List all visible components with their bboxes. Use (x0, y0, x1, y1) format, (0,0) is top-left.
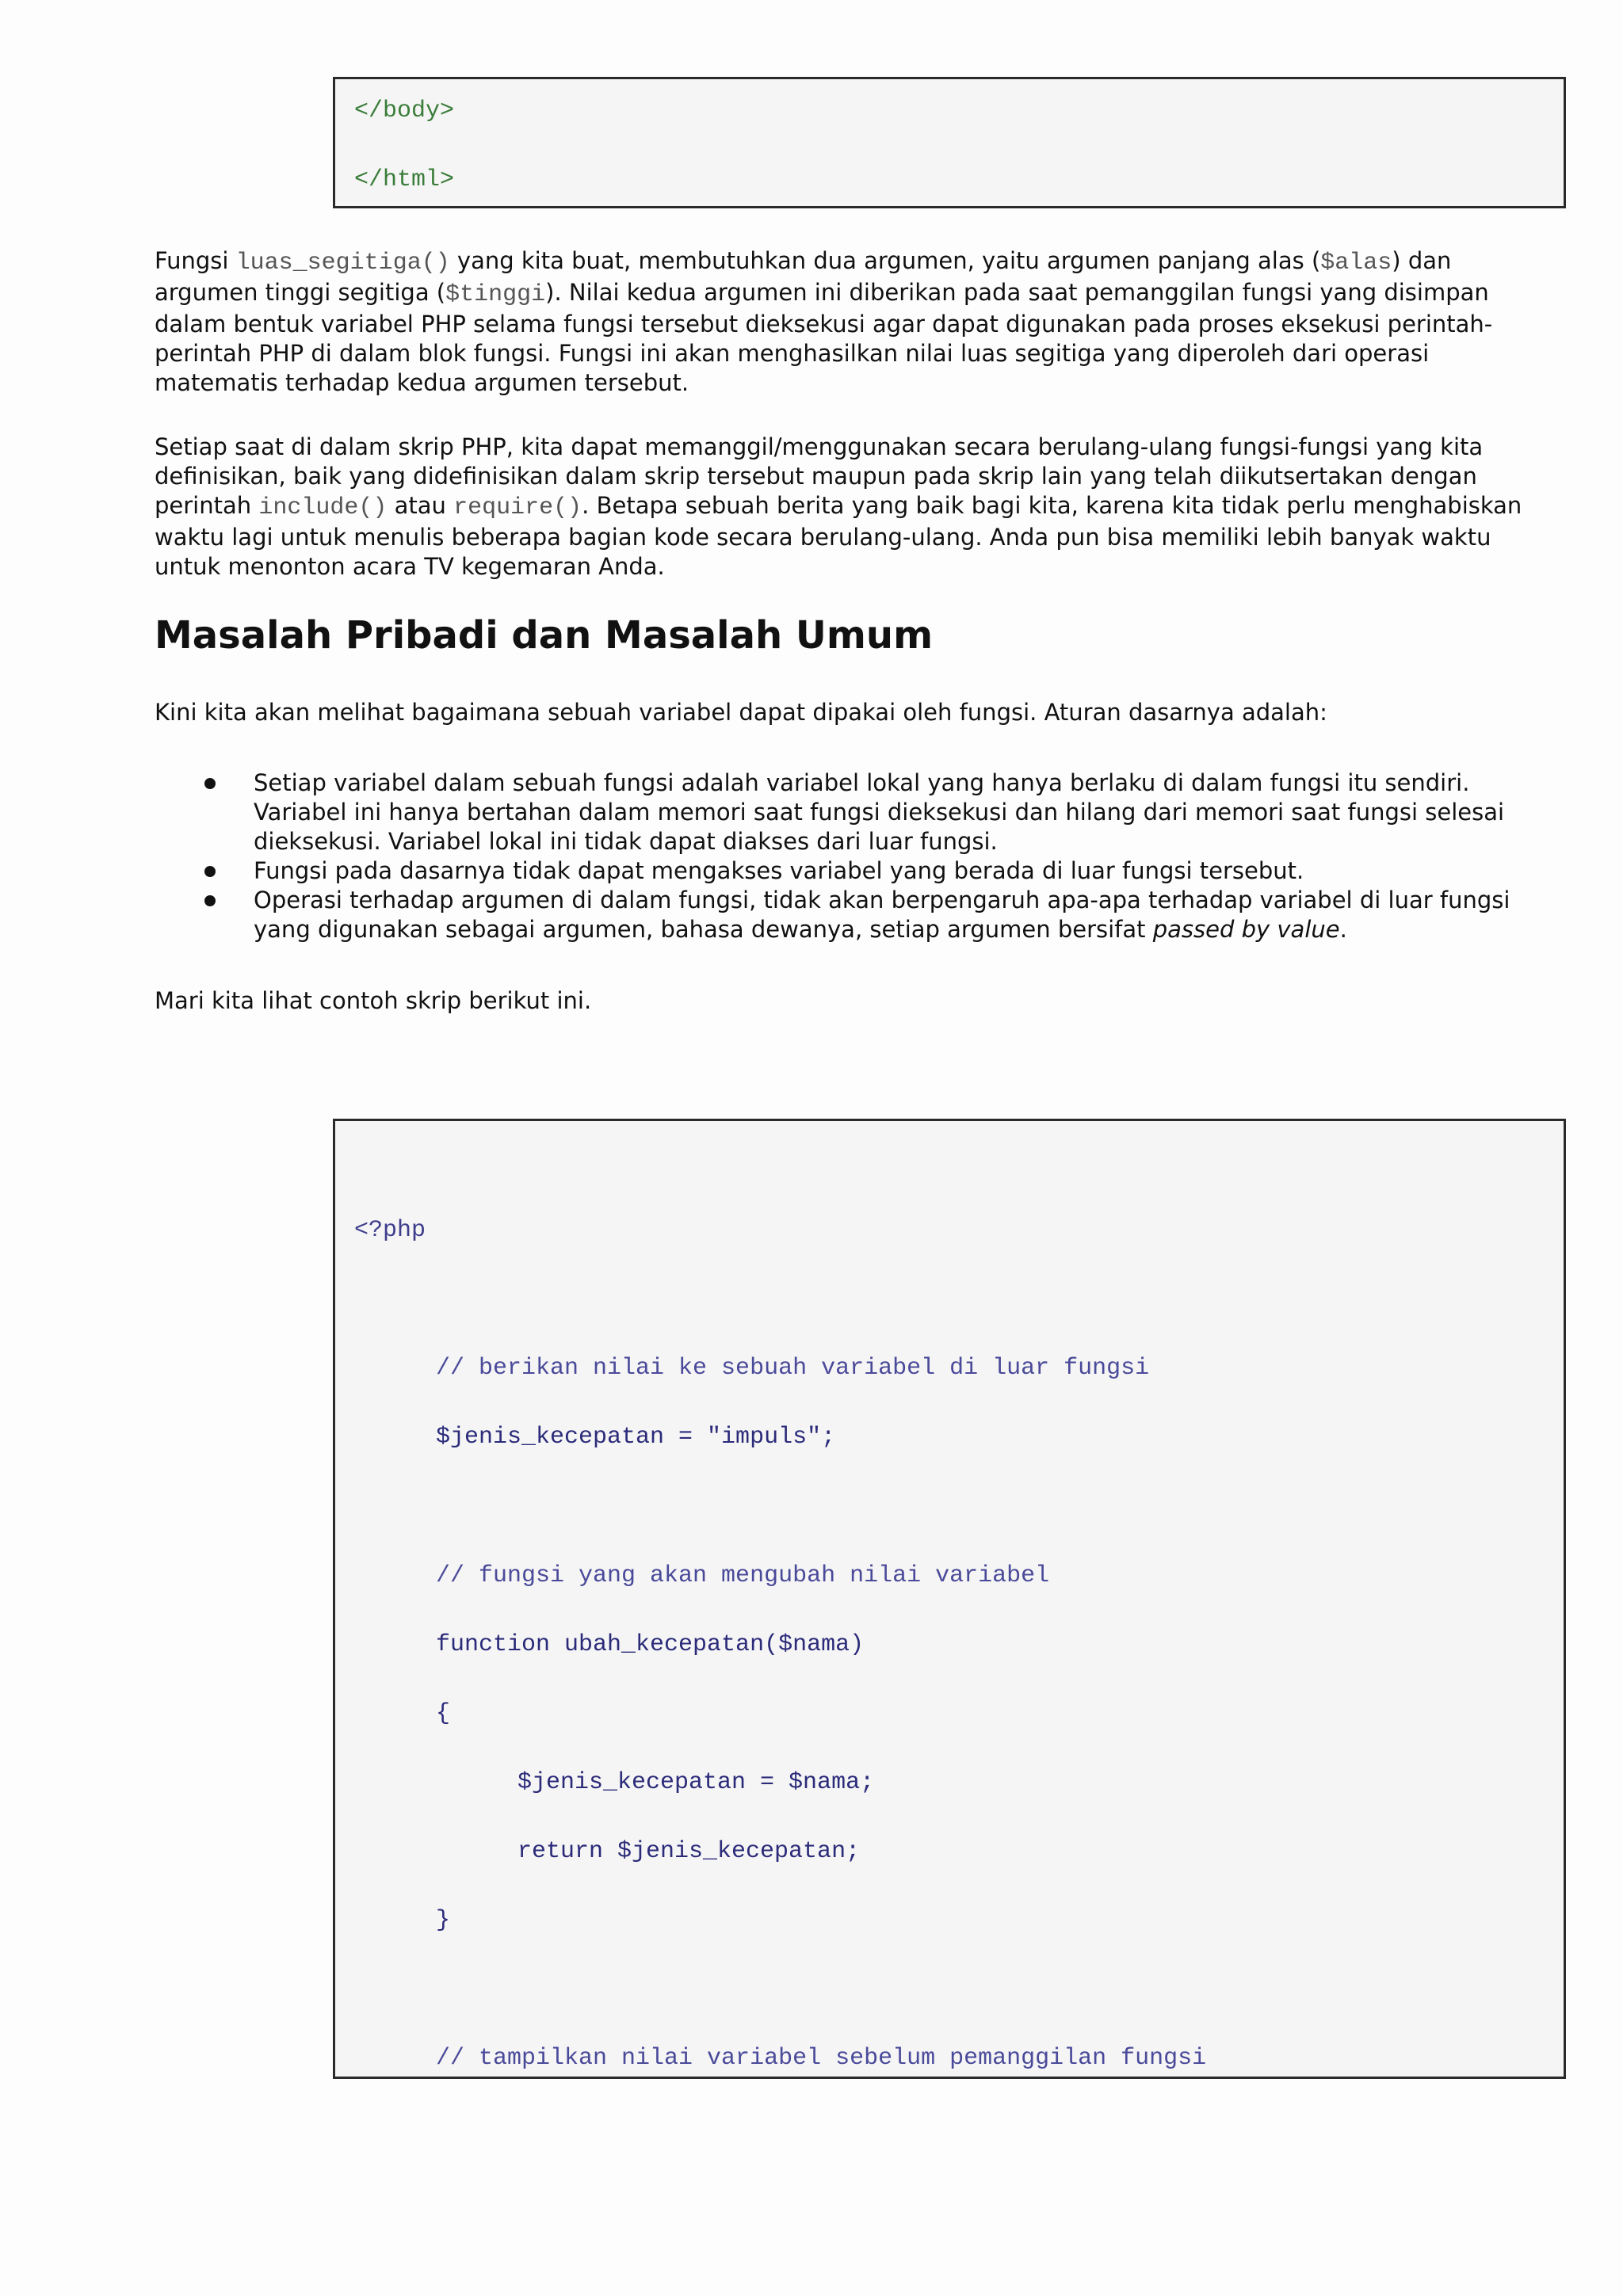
code-comment: // fungsi yang akan mengubah nilai variabel (436, 1562, 1050, 1589)
list-item (155, 769, 1537, 856)
inline-code: luas_segitiga() (235, 250, 450, 277)
list-item-text: . (1339, 916, 1347, 943)
code-comment: // tampilkan nilai variabel sebelum pemanggilan fungsi (436, 2045, 1207, 2072)
code-line: } (436, 1907, 451, 1934)
paragraph-text: . Betapa sebuah berita yang baik bagi kita, karena kita tidak perlu menghabiskan waktu lagi untuk menulis beberapa bagian kode secara berulang-ulang. Anda pun bisa memiliki lebih banyak waktu untuk menonton acara TV kegemaran Anda. (155, 492, 1522, 580)
inline-code: $tinggi (445, 281, 546, 308)
paragraph-text: atau (387, 492, 454, 519)
bullet-icon (204, 895, 216, 906)
paragraph-text: Fungsi (155, 247, 236, 274)
paragraph-luas-segitiga (155, 246, 1537, 398)
rules-list (155, 769, 1537, 944)
outro-paragraph: Mari kita lihat contoh skrip berikut ini. (155, 987, 592, 1014)
list-item-text: Fungsi pada dasarnya tidak dapat mengakses variabel yang berada di luar fungsi tersebut. (254, 857, 1304, 884)
code-block-top (333, 77, 1566, 208)
bullet-icon (204, 866, 216, 877)
paragraph-reuse-functions (155, 433, 1537, 582)
code-line: </html> (354, 166, 455, 193)
list-item-text: Setiap variabel dalam sebuah fungsi adalah variabel lokal yang hanya berlaku di dalam fungsi itu sendiri. Variabel ini hanya bertahan dalam memori saat fungsi dieksekusi dan hilang dari memori saat fungsi selesai dieksekusi. Variabel lokal ini tidak dapat diakses dari luar fungsi. (254, 769, 1505, 855)
paragraph-text: Setiap saat di dalam skrip PHP, kita dapat memanggil/menggunakan secara berulang-ulang fungsi-fungsi yang kita definisikan, baik yang didefinisikan dalam skrip tersebut maupun pada skrip lain yang telah diikutsertakan dengan perintah (155, 433, 1484, 519)
code-line: </body> (354, 97, 455, 124)
intro-paragraph: Kini kita akan melihat bagaimana sebuah variabel dapat dipakai oleh fungsi. Aturan dasarnya adalah: (155, 699, 1327, 726)
code-line: function ubah_kecepatan($nama) (436, 1631, 865, 1658)
emphasis-text: passed by value (1152, 916, 1340, 943)
code-line: $jenis_kecepatan = "impuls"; (436, 1424, 836, 1451)
code-comment: // berikan nilai ke sebuah variabel di luar fungsi (436, 1355, 1150, 1382)
code-line: $jenis_kecepatan = $nama; (517, 1769, 875, 1796)
paragraph-text: yang kita buat, membutuhkan dua argumen, yaitu argumen panjang alas ( (449, 247, 1321, 274)
bullet-icon (204, 778, 216, 789)
section-heading: Masalah Pribadi dan Masalah Umum (155, 613, 934, 658)
list-item (155, 856, 1537, 886)
code-line: return $jenis_kecepatan; (517, 1838, 861, 1865)
code-block-php (333, 1119, 1566, 2079)
list-item (155, 886, 1537, 944)
code-line: <?php (354, 1217, 426, 1244)
code-line: { (436, 1700, 451, 1727)
inline-code: require() (453, 494, 582, 521)
inline-code: $alas (1320, 250, 1392, 277)
paragraph-text: ). Nilai kedua argumen ini diberikan pada saat pemanggilan fungsi yang disimpan dalam bentuk variabel PHP selama fungsi tersebut dieksekusi agar dapat digunakan pada proses eksekusi perintah-perintah PHP di dalam blok fungsi. Fungsi ini akan menghasilkan nilai luas segitiga yang diperoleh dari operasi matematis terhadap kedua argumen tersebut. (155, 279, 1493, 396)
list-item-text: Operasi terhadap argumen di dalam fungsi, tidak akan berpengaruh apa-apa terhadap variabel di luar fungsi yang digunakan sebagai argumen, bahasa dewanya, setiap argumen bersifat (254, 887, 1510, 943)
inline-code: include() (258, 494, 388, 521)
paragraph-text: ) dan argumen tinggi segitiga ( (155, 247, 1452, 306)
